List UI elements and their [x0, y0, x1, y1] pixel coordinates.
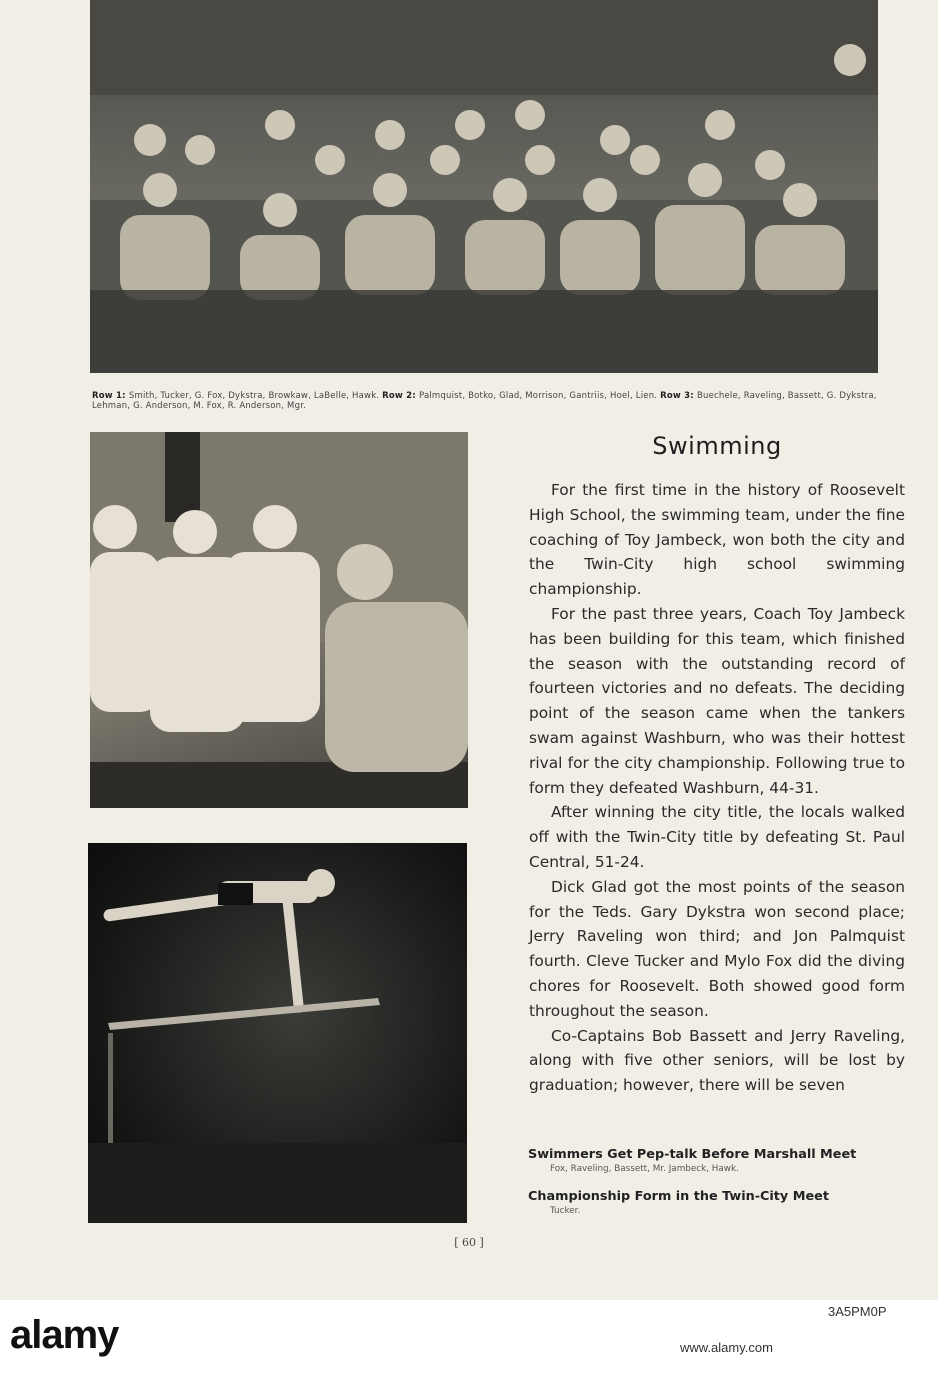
team-photo — [90, 0, 878, 373]
article-paragraph: Co-Captains Bob Bassett and Jerry Raveling, along with five other seniors, will be lost by graduation; however, there will be seven — [529, 1026, 905, 1095]
article-paragraph: After winning the city title, the locals walked off with the Twin-City title by defeating St. Paul Central, 51-24. — [529, 803, 905, 871]
caption-row3-names: Buechele, Raveling, Bassett, G. Dykstra, Lehman, G. Anderson, M. Fox, R. Anderson, Mgr. — [92, 391, 877, 411]
article-title: Swimming — [652, 432, 782, 460]
peptalk-caption — [528, 1147, 928, 1174]
stock-url: www.alamy.com — [680, 1340, 773, 1355]
caption-row1-names: Smith, Tucker, G. Fox, Dykstra, Browkaw, LaBelle, Hawk. — [128, 391, 383, 401]
article-paragraph: For the past three years, Coach Toy Jambeck has been building for this team, which finished the season with the outstanding record of fourteen victories and no defeats. The deciding point of the season came when the tankers swam against Washburn, who was their hottest rival for the city championship. Following true to form they defeated Washburn, 44-31. — [529, 604, 905, 797]
article-body — [529, 478, 905, 1098]
stock-logo: alamy — [10, 1313, 119, 1357]
dive-caption-names: Tucker. — [550, 1206, 581, 1216]
peptalk-photo-illustration — [90, 432, 468, 808]
article-paragraph: For the first time in the history of Roosevelt High School, the swimming team, under the fine coaching of Toy Jambeck, won both the city and the Twin-City high school swimming championship. — [529, 481, 905, 599]
stock-image-id: 3A5PM0P — [828, 1304, 887, 1319]
team-photo-illustration — [90, 0, 878, 373]
caption-row2-label: Row 2: — [382, 391, 420, 401]
caption-row2-names: Palmquist, Botko, Glad, Morrison, Gantriis, Hoel, Lien. — [419, 391, 661, 401]
peptalk-photo — [90, 432, 468, 808]
dive-caption-title: Championship Form in the Twin-City Meet — [528, 1189, 829, 1204]
stock-watermark-bar — [0, 1300, 938, 1390]
article-paragraph: Dick Glad got the most points of the season for the Teds. Gary Dykstra won second place; Jerry Raveling won third; and Jon Palmquist fourth. Cleve Tucker and Mylo Fox did the diving chores for Roosevelt. Both showed good form throughout the season. — [529, 877, 905, 1020]
dive-photo-illustration — [88, 843, 467, 1223]
caption-row1-label: Row 1: — [92, 391, 129, 401]
team-photo-caption — [92, 391, 912, 411]
dive-photo — [88, 843, 467, 1223]
peptalk-caption-title: Swimmers Get Pep-talk Before Marshall Meet — [528, 1147, 857, 1162]
page-number: [ 60 ] — [454, 1236, 484, 1249]
dive-caption — [528, 1189, 928, 1216]
caption-row3-label: Row 3: — [660, 391, 697, 401]
peptalk-caption-names: Fox, Raveling, Bassett, Mr. Jambeck, Hawk. — [550, 1164, 739, 1174]
